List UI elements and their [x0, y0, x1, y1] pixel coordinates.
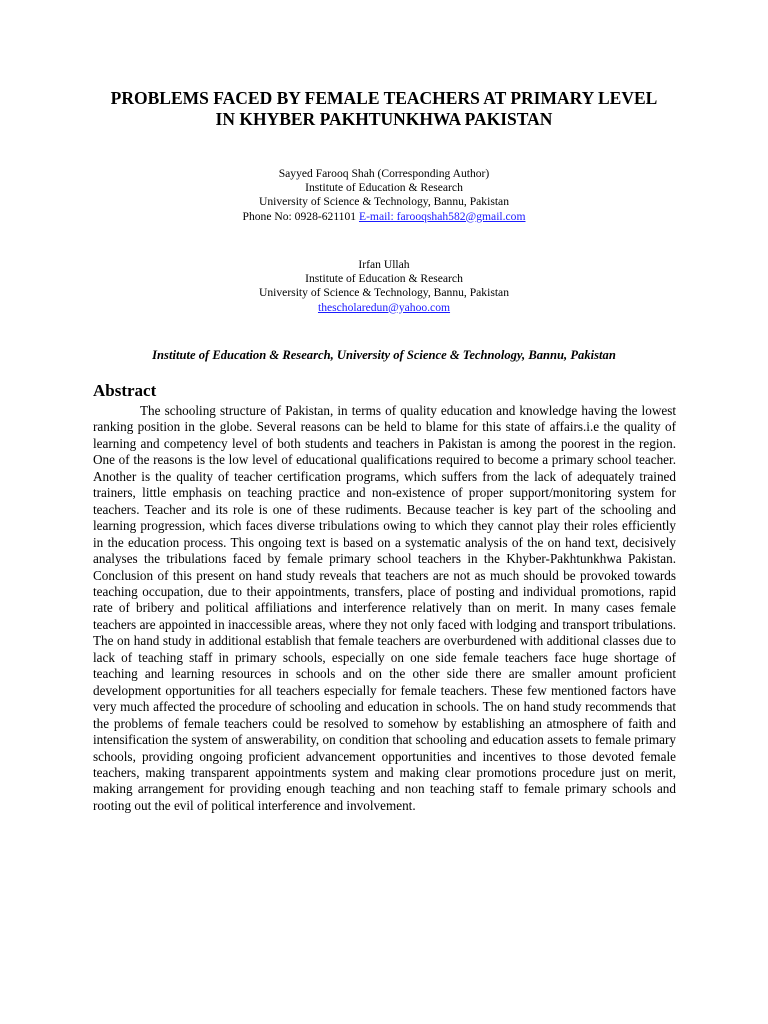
author1-contact — [80, 210, 688, 224]
author2-institute: Institute of Education & Research — [305, 272, 463, 286]
affiliation-line: Institute of Education & Research, University of Science & Technology, Bannu, Pakistan — [152, 348, 616, 362]
author1-institute: Institute of Education & Research — [305, 181, 463, 195]
author1-email-link[interactable]: E-mail: farooqshah582@gmail.com — [358, 209, 526, 223]
author1-university: University of Science & Technology, Bannu, Pakistan — [258, 195, 510, 209]
title-line-1: PROBLEMS FACED BY FEMALE TEACHERS AT PRIMARY LEVEL — [110, 88, 658, 108]
author2-university: University of Science & Technology, Bannu, Pakistan — [258, 286, 510, 300]
author2-name: Irfan Ullah — [358, 258, 410, 271]
author1-name: Sayyed Farooq Shah (Corresponding Author) — [278, 167, 490, 180]
abstract-heading: Abstract — [93, 381, 157, 400]
author1-phone: Phone No: 0928-621101 — [242, 209, 357, 223]
author2-email-link[interactable]: thescholaredun@yahoo.com — [317, 300, 451, 314]
paper-title — [60, 88, 708, 130]
title-line-2: IN KHYBER PAKHTUNKHWA PAKISTAN — [215, 109, 553, 129]
abstract-body: The schooling structure of Pakistan, in terms of quality education and knowledge having the lowest ranking position in the globe. Several reasons can be held to blame for this state of affairs.i.e the quality of learning and competency level of both students and teachers in Pakistan is among the poorest in the region. One of the reasons is the low level of educational qualifications required to become a primary school teacher. Another is the quality of teacher certification programs, which suffers from the lack of adequately trained trainers, little emphasis on teaching practice and non-existence of proper support/monitoring system for teachers. Teacher and its role is one of these rudiments. Because teacher is key part of the schooling and learning progression, which faces diverse tribulations owing to which they cannot play their roles efficiently in the education process. This ongoing text is based on a systematic analysis of the on hand text, decisively analyses the tribulations faced by female primary school teachers in the Khyber-Pakhtunkhwa Pakistan. Conclusion of this present on hand study reveals that teachers are not as much should be provoked towards teaching occupation, due to their appointments, transfers, place of posting and individual promotions, rapid rate of bribery and political affiliations and interference relatively than on merit. In many cases female teachers are appointed in inaccessible areas, where they not only faced with lodging and transport tribulations. The on hand study in additional establish that female teachers are overburdened with additional classes due to lack of teaching staff in primary schools, especially on one side female teachers face huge shortage of teaching and learning resources in schools and on the other side there are smaller amount proficient development opportunities for all teachers especially for female teachers. These few mentioned factors have very much affected the procedure of schooling and education in schools. The on hand study recommends that the problems of female teachers could be resolved to somehow by establishing an atmosphere of faith and intensification the system of answerability, on condition that schooling and education assets to female primary schools, providing ongoing proficient advancement opportunities and incentives to those devoted female teachers, making transparent appointments system and making clear promotions procedure just on merit, making arrangement for providing enough teaching and non teaching staff to female primary schools and rooting out the evil of political interference and involvement. — [93, 403, 676, 813]
author-block-1 — [80, 167, 688, 224]
author-block-2 — [80, 258, 688, 315]
